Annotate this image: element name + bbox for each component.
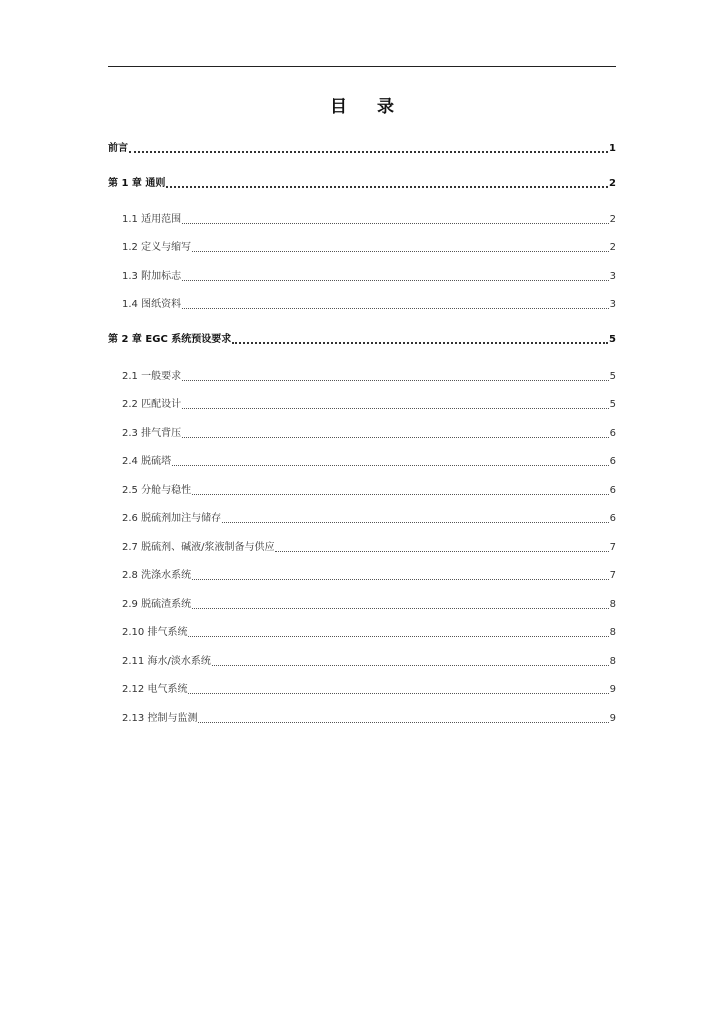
toc-entry[interactable] bbox=[122, 482, 616, 498]
toc-entry-label: 2.10 排气系统 bbox=[122, 627, 188, 638]
toc-entry-label: 1.4 图纸资料 bbox=[122, 299, 182, 310]
toc-entry-page: 3 bbox=[609, 299, 616, 310]
toc-leader-dots bbox=[232, 342, 608, 344]
toc-entry[interactable] bbox=[108, 331, 616, 347]
toc-entry[interactable] bbox=[122, 653, 616, 669]
toc-entry-page: 6 bbox=[609, 428, 616, 439]
toc-entry[interactable] bbox=[122, 453, 616, 469]
toc-entry-label: 2.11 海水/淡水系统 bbox=[122, 656, 211, 667]
toc-leader-dots bbox=[182, 280, 609, 281]
toc-entry-label: 1.3 附加标志 bbox=[122, 271, 182, 282]
toc-entry-page: 8 bbox=[609, 599, 616, 610]
toc-entry-label: 1.2 定义与缩写 bbox=[122, 242, 192, 253]
toc-entry[interactable] bbox=[122, 567, 616, 583]
toc-leader-dots bbox=[172, 465, 609, 466]
toc-entry[interactable] bbox=[122, 239, 616, 255]
toc-entry-page: 9 bbox=[609, 713, 616, 724]
toc-entry-label: 第 1 章 通则 bbox=[108, 178, 166, 189]
toc-entry[interactable] bbox=[122, 681, 616, 697]
toc-entry-page: 1 bbox=[609, 143, 616, 154]
toc-entry[interactable] bbox=[122, 268, 616, 284]
toc-entry[interactable] bbox=[108, 140, 616, 156]
toc-leader-dots bbox=[275, 551, 608, 552]
toc-leader-dots bbox=[192, 494, 609, 495]
toc-entry[interactable] bbox=[122, 396, 616, 412]
toc-entry[interactable] bbox=[122, 368, 616, 384]
toc-entry-page: 6 bbox=[609, 456, 616, 467]
toc-entry-label: 1.1 适用范围 bbox=[122, 214, 182, 225]
toc-entry-page: 2 bbox=[609, 242, 616, 253]
toc-entry[interactable] bbox=[122, 596, 616, 612]
toc-leader-dots bbox=[192, 608, 609, 609]
toc-entry-label: 2.6 脱硫剂加注与储存 bbox=[122, 513, 222, 524]
toc-entry-page: 3 bbox=[609, 271, 616, 282]
toc-entry-page: 5 bbox=[609, 371, 616, 382]
toc-entry-label: 2.3 排气背压 bbox=[122, 428, 182, 439]
toc-entry-label: 2.7 脱硫剂、碱液/浆液制备与供应 bbox=[122, 542, 275, 553]
toc-entry[interactable] bbox=[122, 211, 616, 227]
toc-entry-label: 2.9 脱硫渣系统 bbox=[122, 599, 192, 610]
toc-entry[interactable] bbox=[108, 175, 616, 191]
toc-entry-page: 8 bbox=[609, 656, 616, 667]
toc-leader-dots bbox=[188, 693, 608, 694]
toc-leader-dots bbox=[222, 522, 609, 523]
toc-entry-page: 7 bbox=[609, 542, 616, 553]
toc-entry-label: 第 2 章 EGC 系统预设要求 bbox=[108, 334, 232, 345]
toc-entry-page: 8 bbox=[609, 627, 616, 638]
toc-entry-label: 2.12 电气系统 bbox=[122, 684, 188, 695]
toc-entry[interactable] bbox=[122, 624, 616, 640]
toc-entry[interactable] bbox=[122, 425, 616, 441]
toc-entry-page: 6 bbox=[609, 513, 616, 524]
toc-entry-label: 2.1 一般要求 bbox=[122, 371, 182, 382]
toc-leader-dots bbox=[182, 308, 609, 309]
toc-entry-label: 2.4 脱硫塔 bbox=[122, 456, 172, 467]
toc-entry-label: 2.5 分舱与稳性 bbox=[122, 485, 192, 496]
toc-leader-dots bbox=[192, 579, 609, 580]
toc-entry-page: 5 bbox=[609, 334, 616, 345]
toc-entry[interactable] bbox=[122, 539, 616, 555]
toc-entry-label: 2.13 控制与监测 bbox=[122, 713, 198, 724]
toc-leader-dots bbox=[129, 151, 608, 153]
toc-entry-label: 2.2 匹配设计 bbox=[122, 399, 182, 410]
toc-leader-dots bbox=[188, 636, 608, 637]
toc-entry-label: 2.8 洗涤水系统 bbox=[122, 570, 192, 581]
toc-title: 目 录 bbox=[330, 97, 406, 117]
toc-entry-page: 9 bbox=[609, 684, 616, 695]
toc-entry[interactable] bbox=[122, 296, 616, 312]
header-rule bbox=[108, 66, 616, 67]
toc-entry[interactable] bbox=[122, 710, 616, 726]
toc-entry-page: 7 bbox=[609, 570, 616, 581]
toc-entry-page: 5 bbox=[609, 399, 616, 410]
toc-leader-dots bbox=[182, 223, 609, 224]
toc-entry-page: 6 bbox=[609, 485, 616, 496]
toc-leader-dots bbox=[192, 251, 609, 252]
toc-leader-dots bbox=[198, 722, 608, 723]
toc-leader-dots bbox=[182, 437, 609, 438]
toc-leader-dots bbox=[212, 665, 609, 666]
toc-entry-label: 前言 bbox=[108, 143, 128, 154]
toc-leader-dots bbox=[182, 380, 609, 381]
toc-entry-page: 2 bbox=[609, 178, 616, 189]
toc-leader-dots bbox=[182, 408, 609, 409]
toc-entry[interactable] bbox=[122, 510, 616, 526]
toc-leader-dots bbox=[166, 186, 608, 188]
toc-entry-page: 2 bbox=[609, 214, 616, 225]
